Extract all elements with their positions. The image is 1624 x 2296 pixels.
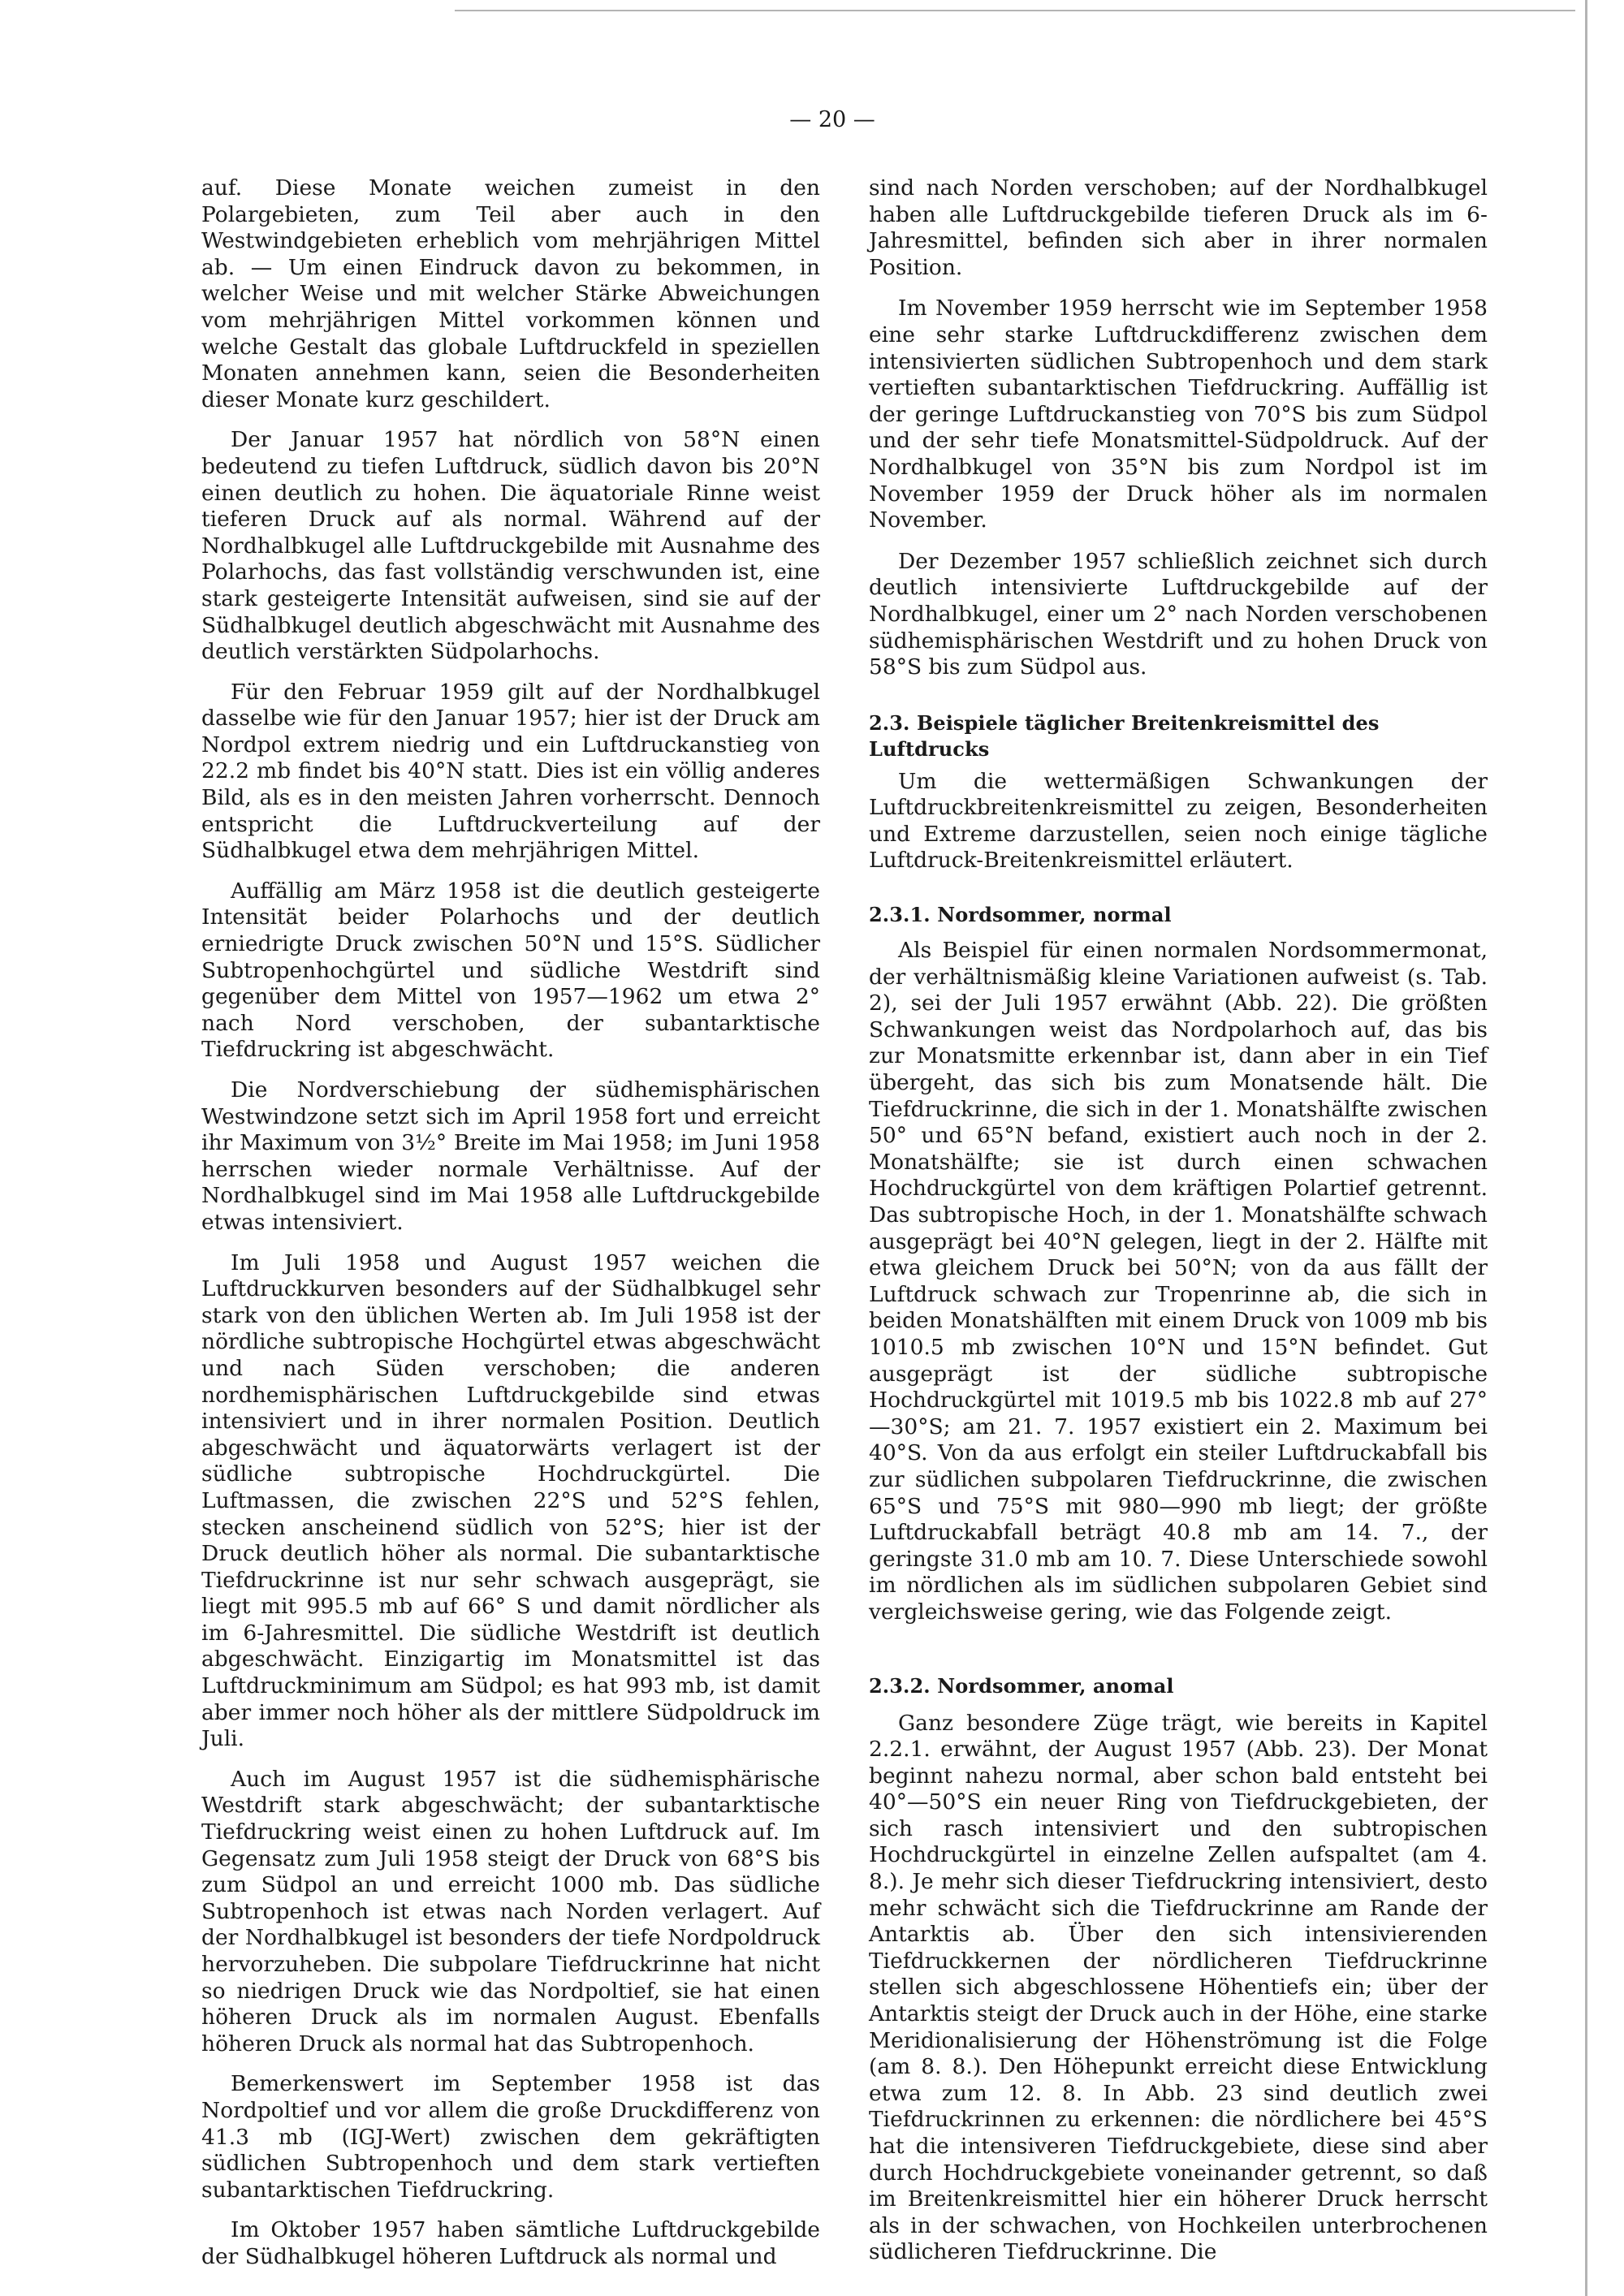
paragraph: Um die wettermäßigen Schwankungen der Luftdruckbreitenkreismittel zu zeigen, Besonderheiten und Extreme darzustellen, seien noch einige tägliche Luftdruck-Breitenkreismittel erläutert. bbox=[869, 768, 1488, 874]
paragraph: Der Dezember 1957 schließlich zeichnet sich durch deutlich intensivierte Luftdruckgebilde auf der Nordhalbkugel, einer um 2° nach Norden verschobenen südhemisphärischen Westdrift und zu hohen Druck von 58°S bis zum Südpol aus. bbox=[869, 548, 1488, 680]
paragraph: Für den Februar 1959 gilt auf der Nordhalbkugel dasselbe wie für den Januar 1957; hier ist der Druck am Nordpol extrem niedrig und ein Luftdruckanstieg von 22.2 mb findet bis 40°N statt. Dies ist ein völlig anderes Bild, als es in den meisten Jahren vorherrscht. Dennoch entspricht die Luftdruckverteilung auf der Südhalbkugel etwa dem mehrjährigen Mittel. bbox=[201, 679, 820, 864]
section-heading-2-3: 2.3. Beispiele täglicher Breitenkreismittel des Luftdrucks bbox=[869, 710, 1380, 761]
paragraph: Die Nordverschiebung der südhemisphärischen Westwindzone setzt sich im April 1958 fort und erreicht ihr Maximum von 3½° Breite im Mai 1958; im Juni 1958 herrschen wieder normale Verhältnisse. Auf der Nordhalbkugel sind im Mai 1958 alle Luftdruckgebilde etwas intensiviert. bbox=[201, 1077, 820, 1235]
page-number: — 20 — bbox=[789, 107, 875, 132]
paragraph: Bemerkenswert im September 1958 ist das Nordpoltief und vor allem die große Druckdifferenz von 41.3 mb (IGJ-Wert) zwischen dem gekräftigten südlichen Subtropenhoch und dem stark vertieften subantarktischen Tiefdruckring. bbox=[201, 2071, 820, 2203]
paragraph: Als Beispiel für einen normalen Nordsommermonat, der verhältnismäßig kleine Variationen aufweist (s. Tab. 2), sei der Juli 1957 erwähnt (Abb. 22). Die größten Schwankungen weist das Nordpolarhoch auf, das bis zur Monatsmitte erkennbar ist, dann aber in ein Tief übergeht, das sich bis zum Monatsende hält. Die Tiefdruckrinne, die sich in der 1. Monatshälfte zwischen 50° und 65°N befand, existiert auch noch in der 2. Monatshälfte; sie ist durch einen schwachen Hochdruckgürtel von dem kräftigen Polartief getrennt. Das subtropische Hoch, in der 1. Monatshälfte schwach ausgeprägt bei 40°N gelegen, liegt in der 2. Hälfte mit etwa gleichem Druck bei 50°N; von da aus fällt der Luftdruck schwach zur Tropenrinne ab, die sich in beiden Monatshälften mit einem Druck von 1009 mb bis 1010.5 mb zwischen 10°N und 15°N befindet. Gut ausgeprägt ist der südliche subtropische Hochdruckgürtel mit 1019.5 mb bis 1022.8 mb auf 27°—30°S; am 21. 7. 1957 existiert ein 2. Maximum bei 40°S. Von da aus erfolgt ein steiler Luftdruckabfall bis zur südlichen subpolaren Tiefdruckrinne, die zwischen 65°S und 75°S mit 980—990 mb liegt; der größte Luftdruckabfall beträgt 40.8 mb am 14. 7., der geringste 31.0 mb am 10. 7. Diese Unterschiede sowohl im nördlichen als im südlichen subpolaren Gebiet sind vergleichsweise gering, wie das Folgende zeigt. bbox=[869, 938, 1488, 1625]
section-heading-2-3-2: 2.3.2. Nordsommer, anomal bbox=[869, 1673, 1174, 1698]
paragraph: Im Juli 1958 und August 1957 weichen die Luftdruckkurven besonders auf der Südhalbkugel sehr stark von den üblichen Werten ab. Im Juli 1958 ist der nördliche subtropische Hochgürtel etwas abgeschwächt und nach Süden verschoben; die anderen nordhemisphärischen Luftdruckgebilde sind etwas intensiviert und in ihrer normalen Position. Deutlich abgeschwächt und äquatorwärts verlagert ist der südliche subtropische Hochdruckgürtel. Die Luftmassen, die zwischen 22°S und 52°S fehlen, stecken anscheinend südlich von 52°S; hier ist der Druck deutlich höher als normal. Die subantarktische Tiefdruckrinne ist nur sehr schwach ausgeprägt, sie liegt mit 995.5 mb auf 66° S und damit nördlicher als im 6-Jahresmittel. Die südliche Westdrift ist deutlich abgeschwächt. Einzigartig im Monatsmittel ist das Luftdruckminimum am Südpol; es hat 993 mb, ist damit aber immer noch höher als der mittlere Südpoldruck im Juli. bbox=[201, 1249, 820, 1752]
paragraph: sind nach Norden verschoben; auf der Nordhalbkugel haben alle Luftdruckgebilde tieferen Druck als im 6-Jahresmittel, befinden sich aber in ihrer normalen Position. bbox=[869, 175, 1488, 280]
paragraph: Der Januar 1957 hat nördlich von 58°N einen bedeutend zu tiefen Luftdruck, südlich davon bis 20°N einen deutlich zu hohen. Die äquatoriale Rinne weist tieferen Druck auf als normal. Während auf der Nordhalbkugel alle Luftdruckgebilde mit Ausnahme des Polarhochs, das fast vollständig verschwunden ist, eine stark gesteigerte Intensität aufweisen, sind sie auf der Südhalbkugel deutlich abgeschwächt mit Ausnahme des deutlich verstärkten Südpolarhochs. bbox=[201, 427, 820, 665]
scan-right-edge bbox=[1585, 0, 1587, 2296]
right-column bbox=[869, 175, 1488, 2266]
paragraph: auf. Diese Monate weichen zumeist in den Polargebieten, zum Teil aber auch in den Westwindgebieten erheblich vom mehrjährigen Mittel ab. — Um einen Eindruck davon zu bekommen, in welcher Weise und mit welcher Stärke Abweichungen vom mehrjährigen Mittel vorkommen können und welche Gestalt das globale Luftdruckfeld in speziellen Monaten annehmen kann, seien die Besonderheiten dieser Monate kurz geschildert. bbox=[201, 175, 820, 412]
left-column bbox=[201, 175, 820, 2271]
paragraph: Im Oktober 1957 haben sämtliche Luftdruckgebilde der Südhalbkugel höheren Luftdruck als normal und bbox=[201, 2217, 820, 2269]
paragraph: Auffällig am März 1958 ist die deutlich gesteigerte Intensität beider Polarhochs und der deutlich erniedrigte Druck zwischen 50°N und 15°S. Südlicher Subtropenhochgürtel und südliche Westdrift sind gegenüber dem Mittel von 1957—1962 um etwa 2° nach Nord verschoben, der subantarktische Tiefdruckring ist abgeschwächt. bbox=[201, 878, 820, 1063]
scan-top-edge bbox=[455, 10, 1575, 11]
paragraph: Auch im August 1957 ist die südhemisphärische Westdrift stark abgeschwächt; der subantarktische Tiefdruckring weist einen zu hohen Luftdruck auf. Im Gegensatz zum Juli 1958 steigt der Druck von 68°S bis zum Südpol an und erreicht 1000 mb. Das südliche Subtropenhoch ist etwas nach Norden verlagert. Auf der Nordhalbkugel ist besonders der tiefe Nordpoldruck hervorzuheben. Die subpolare Tiefdruckrinne hat nicht so niedrigen Druck wie das Nordpoltief, sie hat einen höheren Druck als im normalen August. Ebenfalls höheren Druck als normal hat das Subtropenhoch. bbox=[201, 1766, 820, 2056]
paragraph: Im November 1959 herrscht wie im September 1958 eine sehr starke Luftdruckdifferenz zwischen dem intensivierten südlichen Subtropenhoch und dem stark vertieften subantarktischen Tiefdruckring. Auffällig ist der geringe Luftdruckanstieg von 70°S bis zum Südpol und der sehr tiefe Monatsmittel-Südpoldruck. Auf der Nordhalbkugel von 35°N bis zum Nordpol ist im November 1959 der Druck höher als im normalen November. bbox=[869, 296, 1488, 533]
paragraph: Ganz besondere Züge trägt, wie bereits in Kapitel 2.2.1. erwähnt, der August 1957 (Abb. 23). Der Monat beginnt nahezu normal, aber schon bald entsteht bei 40°—50°S ein neuer Ring von Tiefdruckgebieten, der sich rasch intensiviert und den subtropischen Hochdruckgürtel in einzelne Zellen aufspaltet (am 4. 8.). Je mehr sich dieser Tiefdruckring intensiviert, desto mehr schwächt sich die Tiefdruckrinne am Rande der Antarktis ab. Über den sich intensivierenden Tiefdruckkernen der nördlicheren Tiefdruckrinne stellen sich abgeschlossene Höhentiefs ein; über der Antarktis steigt der Druck auch in der Höhe, eine starke Meridionalisierung der Höhenströmung ist die Folge (am 8. 8.). Den Höhepunkt erreicht diese Entwicklung etwa zum 12. 8. In Abb. 23 sind deutlich zwei Tiefdruckrinnen zu erkennen: die nördlichere bei 45°S hat die intensiveren Tiefdruckgebiete, diese sind aber durch Hochdruckgebiete voneinander getrennt, so daß im Breitenkreismittel hier ein höherer Druck herrscht als in der schwachen, von Hochkeilen unterbrochenen südlicheren Tiefdruckrinne. Die bbox=[869, 1710, 1488, 2265]
section-heading-2-3-1: 2.3.1. Nordsommer, normal bbox=[869, 903, 1172, 927]
